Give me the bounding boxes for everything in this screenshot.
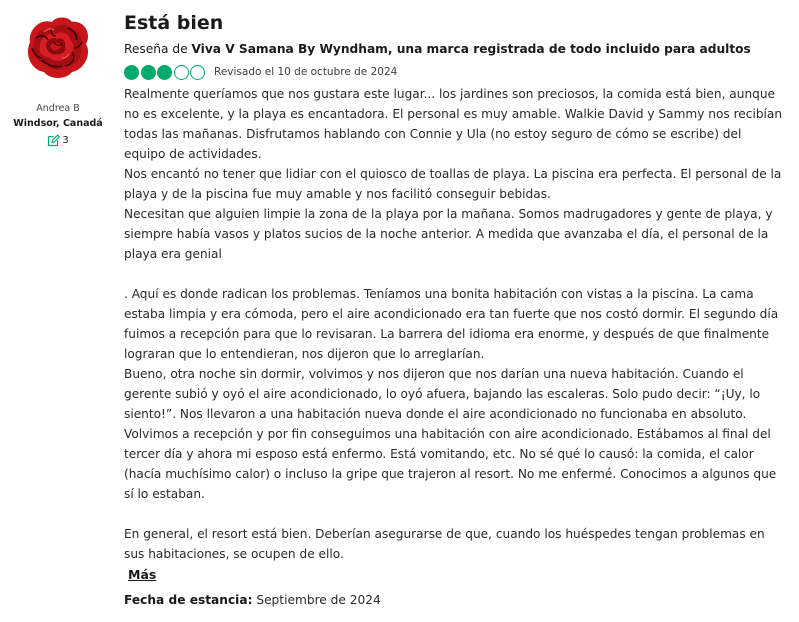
review-paragraph-1: Realmente queríamos que nos gustara este lugar... los jardines son preciosos, la comida está bien, aunque no es excelente, y la playa es encantadora. El personal es muy amable. Walkie David y Sammy nos recibían todas las mañanas. Disfrutamos hablando con Connie y Ula (no estoy seguro de cómo se escribe) del equipo de actividades. Nos encantó no tener que lidiar con el quiosco de toallas de playa. La piscina era perfecta. El personal de la playa y de la piscina fue muy amable y nos facilitó conseguir bebidas. Necesitan que alguien limpie la zona de la playa por la mañana. Somos madrugadores y gente de playa, y siempre había vasos y platos sucios de la noche anterior. A medida que avanzaba el día, el personal de la playa era genial: [124, 87, 783, 261]
reviewer-location: Windsor, Canadá: [13, 118, 103, 129]
review-card: [124, 10, 784, 609]
rating-row: [124, 63, 784, 81]
review-title[interactable]: Está bien: [124, 12, 224, 34]
bubble-rating: [124, 65, 205, 80]
rating-bubble-filled: [124, 65, 139, 80]
reviewer-name[interactable]: Andrea B: [36, 103, 80, 114]
review-paragraph-blank-1: [124, 264, 784, 284]
subtitle-prefix: Reseña de: [124, 42, 192, 56]
reviewer-info: [6, 101, 110, 152]
reviewed-date: Revisado el 10 de octubre de 2024: [214, 66, 398, 78]
hotel-name-link[interactable]: Viva V Samana By Wyndham, una marca registrada de todo incluido para adultos: [191, 42, 751, 56]
contribution-number: 3: [62, 135, 69, 146]
rating-bubble-empty: [190, 65, 205, 80]
contribution-count: [47, 133, 68, 148]
stay-value: Septiembre de 2024: [252, 593, 381, 607]
date-of-stay: [124, 591, 784, 609]
review-paragraph-2: . Aquí es donde radican los problemas. Teníamos una bonita habitación con vistas a la piscina. La cama estaba limpia y era cómoda, pero el aire acondicionado era tan fuerte que nos costó dormir. El segundo día fuimos a recepción para que lo revisaran. La barrera del idioma era enorme, y después de que finalmente lograran que lo entendieran, nos dijeron que lo arreglarían. Bueno, otra noche sin dormir, volvimos y nos dijeron que nos darían una nueva habitación. Cuando el gerente subió y oyó el aire acondicionado, lo oyó afuera, bajando las escaleras. Solo pudo decir: “¡Uy, lo siento!”. Nos llevaron a una habitación nueva donde el aire acondicionado no funcionaba en absoluto. Volvimos a recepción y por fin conseguimos una habitación con aire acondicionado. Estábamos al final del tercer día y ahora mi esposo está enfermo. Está vomitando, etc. No sé qué lo causó: la comida, el calor (hacía muchísimo calor) o incluso la gripe que trajeron al resort. No me enfermé. Conocimos a algunos que sí lo estaban.: [124, 287, 779, 501]
stay-label: Fecha de estancia:: [124, 593, 253, 607]
review-subtitle: [124, 40, 784, 58]
read-more-link[interactable]: Más: [128, 567, 157, 582]
rating-bubble-empty: [174, 65, 189, 80]
review-body: [124, 84, 784, 564]
red-rose-avatar-icon: [22, 12, 94, 84]
rating-bubble-filled: [157, 65, 172, 80]
review-paragraph-3: En general, el resort está bien. Deberían asegurarse de que, cuando los huéspedes tengan problemas en sus habitaciones, se ocupen de ello.: [124, 527, 765, 561]
edit-pencil-icon: [47, 134, 60, 147]
review-paragraph-blank-2: [124, 504, 784, 524]
rating-bubble-filled: [141, 65, 156, 80]
avatar[interactable]: [22, 12, 94, 84]
